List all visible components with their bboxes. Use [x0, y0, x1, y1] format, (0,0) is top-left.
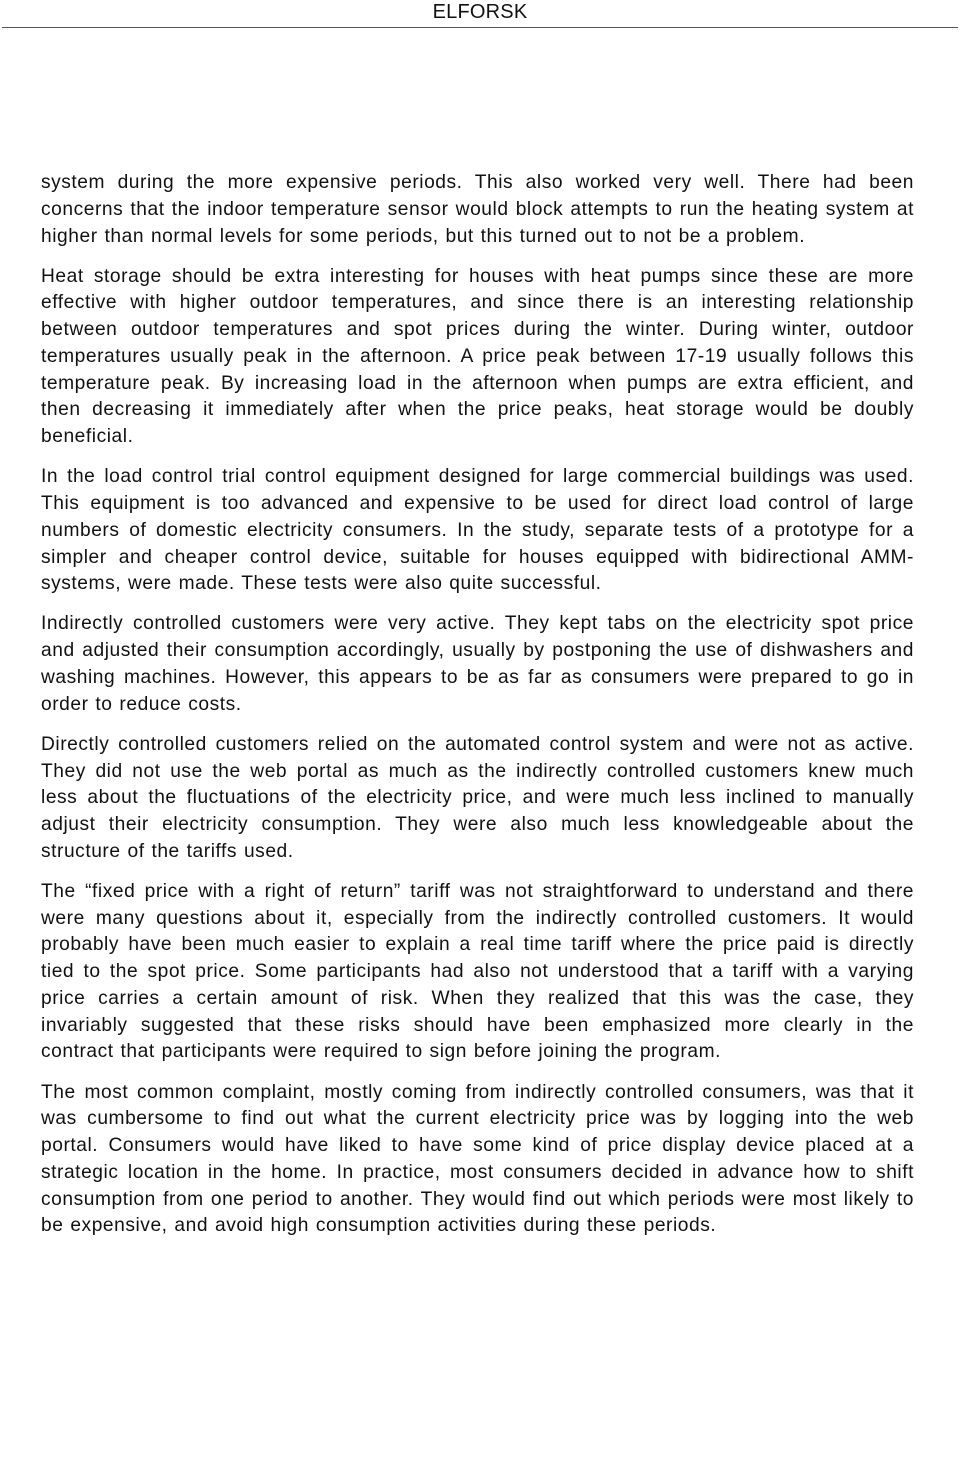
paragraph-indirectly-controlled: Indirectly controlled customers were very active. They kept tabs on the electricity spot price and adjusted their consumption accordingly, usually by postponing the use of dishwashers and washing machines. However, this appears to be as far as consumers were prepared to go in order to reduce costs.	[41, 613, 914, 715]
paragraph-directly-controlled: Directly controlled customers relied on the automated control system and were not as active. They did not use the web portal as much as the indirectly controlled customers knew much less about the fluctuations of the electricity price, and were much less inclined to manually adjust their electricity consumption. They were also much less knowledgeable about the structure of the tariffs used.	[41, 733, 914, 862]
paragraph-fixed-price-tariff: The “fixed price with a right of return” tariff was not straightforward to understand and there were many questions about it, especially from the indirectly controlled customers. It would probably have been much easier to explain a real time tariff where the price paid is directly tied to the spot price. Some participants had also not understood that a tariff with a varying price carries a certain amount of risk. When they realized that this was the case, they invariably suggested that these risks should have been emphasized more clearly in the contract that participants were required to sign before joining the program.	[41, 880, 914, 1063]
page-header	[0, 0, 960, 28]
paragraph-load-control-equipment: In the load control trial control equipment designed for large commercial buildings was used. This equipment is too advanced and expensive to be used for direct load control of large numbers of domestic electricity consumers. In the study, separate tests of a prototype for a simpler and cheaper control device, suitable for houses equipped with bidirectional AMM-systems, were made. These tests were also quite successful.	[41, 466, 914, 595]
paragraph-heating-system: system during the more expensive periods. This also worked very well. There had been concerns that the indoor temperature sensor would block attempts to run the heating system at higher than normal levels for some periods, but this turned out to not be a problem.	[41, 172, 914, 247]
paragraph-heat-storage: Heat storage should be extra interesting for houses with heat pumps since these are more effective with higher outdoor temperatures, and since there is an interesting relationship between outdoor temperatures and spot prices during the winter. During winter, outdoor temperatures usually peak in the afternoon. A price peak between 17-19 usually follows this temperature peak. By increasing load in the afternoon when pumps are extra efficient, and then decreasing it immediately after when the price peaks, heat storage would be doubly beneficial.	[41, 265, 914, 448]
header-rule	[2, 27, 958, 28]
header-title: ELFORSK	[432, 1, 528, 23]
document-body	[41, 170, 914, 1253]
paragraph-common-complaint: The most common complaint, mostly coming from indirectly controlled consumers, was that it was cumbersome to find out what the current electricity price was by logging into the web portal. Consumers would have liked to have some kind of price display device placed at a strategic location in the home. In practice, most consumers decided in advance how to shift consumption from one period to another. They would find out which periods were most likely to be expensive, and avoid high consumption activities during these periods.	[41, 1081, 914, 1237]
